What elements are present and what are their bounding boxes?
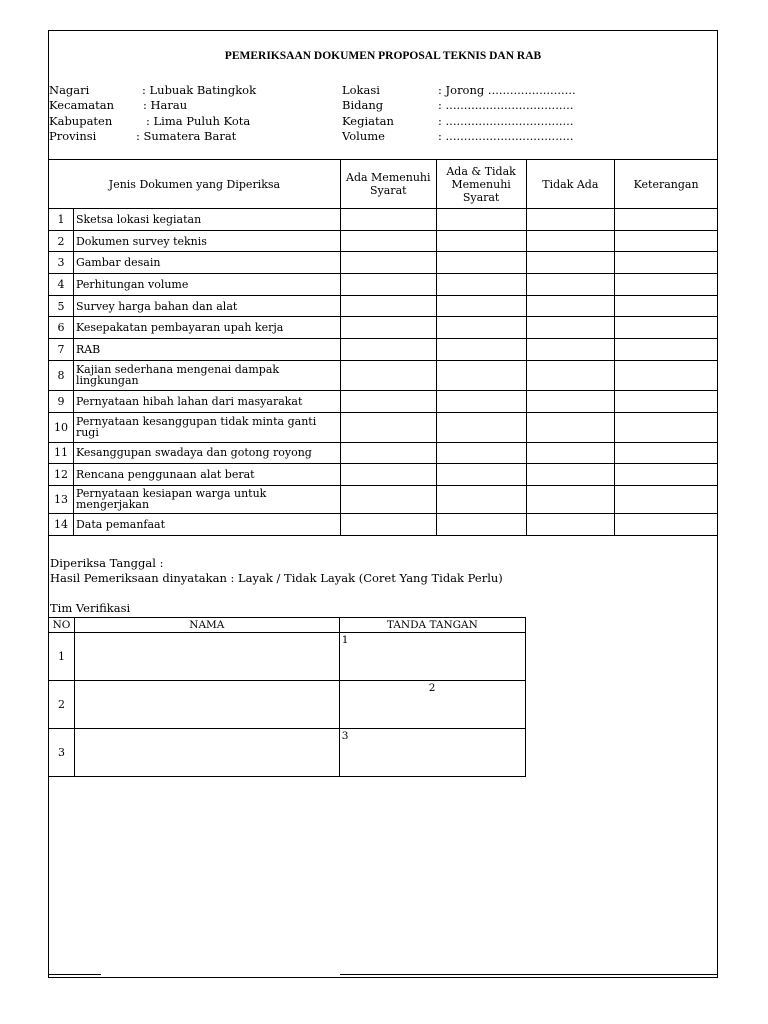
check-ada-tidak-memenuhi[interactable]	[436, 442, 526, 464]
check-tidak-ada[interactable]	[526, 209, 615, 231]
check-tidak-ada[interactable]	[526, 485, 615, 513]
row-document-name: Rencana penggunaan alat berat	[73, 464, 340, 486]
table-row	[49, 485, 718, 513]
table-row	[49, 513, 718, 535]
table-row	[49, 412, 718, 442]
check-ada-tidak-memenuhi[interactable]	[436, 412, 526, 442]
check-ada-memenuhi[interactable]	[340, 209, 436, 231]
info-value-bidang: : ...................................	[438, 98, 574, 112]
verif-header-no: NO	[49, 618, 75, 633]
header-keterangan: Keterangan	[615, 160, 718, 209]
keterangan-field[interactable]	[615, 317, 718, 339]
keterangan-field[interactable]	[615, 252, 718, 274]
table-row	[49, 252, 718, 274]
header-tidak-ada: Tidak Ada	[526, 160, 615, 209]
document-title: PEMERIKSAAN DOKUMEN PROPOSAL TEKNIS DAN RAB	[224, 50, 542, 62]
check-ada-tidak-memenuhi[interactable]	[436, 209, 526, 231]
header-jenis-dokumen: Jenis Dokumen yang Diperiksa	[49, 160, 341, 209]
keterangan-field[interactable]	[615, 464, 718, 486]
check-ada-memenuhi[interactable]	[340, 412, 436, 442]
table-row	[49, 442, 718, 464]
row-document-name: Sketsa lokasi kegiatan	[73, 209, 340, 231]
info-label-kegiatan: Kegiatan	[342, 114, 394, 128]
check-ada-tidak-memenuhi[interactable]	[436, 339, 526, 361]
keterangan-field[interactable]	[615, 360, 718, 390]
check-tidak-ada[interactable]	[526, 442, 615, 464]
verif-signature-field[interactable]	[339, 729, 525, 777]
row-number: 8	[49, 360, 74, 390]
row-number: 14	[49, 513, 74, 535]
check-ada-memenuhi[interactable]	[340, 230, 436, 252]
check-tidak-ada[interactable]	[526, 230, 615, 252]
verif-name-field[interactable]	[74, 681, 339, 729]
row-document-name: Dokumen survey teknis	[73, 230, 340, 252]
header-ada-tidak-memenuhi: Ada & Tidak Memenuhi Syarat	[436, 160, 526, 209]
signature-number: 3	[341, 730, 349, 742]
row-number: 6	[49, 317, 74, 339]
table-row	[49, 464, 718, 486]
row-document-name: Perhitungan volume	[73, 274, 340, 296]
check-ada-tidak-memenuhi[interactable]	[436, 274, 526, 296]
row-number: 12	[49, 464, 74, 486]
check-tidak-ada[interactable]	[526, 464, 615, 486]
diperiksa-tanggal: Diperiksa Tanggal :	[50, 556, 164, 570]
info-value-kecamatan: : Harau	[143, 98, 188, 112]
row-number: 3	[49, 252, 74, 274]
table-header-row	[49, 160, 718, 209]
keterangan-field[interactable]	[615, 513, 718, 535]
signature-number: 1	[341, 634, 349, 646]
info-label-kabupaten: Kabupaten	[49, 114, 113, 128]
info-label-kecamatan: Kecamatan	[49, 98, 115, 112]
row-number: 1	[49, 209, 74, 231]
keterangan-field[interactable]	[615, 412, 718, 442]
verification-team-table	[48, 617, 526, 777]
row-document-name: Kesanggupan swadaya dan gotong royong	[73, 442, 340, 464]
check-ada-tidak-memenuhi[interactable]	[436, 295, 526, 317]
row-document-name: Kesepakatan pembayaran upah kerja	[73, 317, 340, 339]
row-number: 2	[49, 230, 74, 252]
check-tidak-ada[interactable]	[526, 295, 615, 317]
header-ada-memenuhi: Ada Memenuhi Syarat	[340, 160, 436, 209]
row-number: 5	[49, 295, 74, 317]
verif-row-no: 2	[49, 681, 75, 729]
keterangan-field[interactable]	[615, 230, 718, 252]
verif-name-field[interactable]	[74, 633, 339, 681]
verif-name-field[interactable]	[74, 729, 339, 777]
check-tidak-ada[interactable]	[526, 317, 615, 339]
info-value-nagari: : Lubuak Batingkok	[142, 83, 257, 97]
info-value-provinsi: : Sumatera Barat	[136, 129, 237, 143]
check-ada-memenuhi[interactable]	[340, 274, 436, 296]
check-tidak-ada[interactable]	[526, 360, 615, 390]
check-ada-tidak-memenuhi[interactable]	[436, 230, 526, 252]
verif-row	[49, 681, 526, 729]
table-row	[49, 230, 718, 252]
row-number: 7	[49, 339, 74, 361]
check-tidak-ada[interactable]	[526, 513, 615, 535]
document-checklist-table	[48, 159, 718, 536]
info-value-volume: : ...................................	[438, 129, 574, 143]
row-number: 13	[49, 485, 74, 513]
check-tidak-ada[interactable]	[526, 412, 615, 442]
verif-header-tanda-tangan: TANDA TANGAN	[339, 618, 525, 633]
check-ada-tidak-memenuhi[interactable]	[436, 485, 526, 513]
row-document-name: RAB	[73, 339, 340, 361]
verif-header-row	[49, 618, 526, 633]
check-tidak-ada[interactable]	[526, 390, 615, 412]
frame-bottom-line-right	[340, 974, 718, 975]
check-tidak-ada[interactable]	[526, 274, 615, 296]
check-ada-memenuhi[interactable]	[340, 442, 436, 464]
row-document-name: Pernyataan kesiapan warga untuk mengerjakan	[73, 485, 340, 513]
keterangan-field[interactable]	[615, 390, 718, 412]
table-row	[49, 274, 718, 296]
row-document-name: Gambar desain	[73, 252, 340, 274]
verif-row-no: 3	[49, 729, 75, 777]
check-ada-tidak-memenuhi[interactable]	[436, 317, 526, 339]
table-body	[49, 209, 718, 536]
info-label-nagari: Nagari	[49, 83, 90, 97]
verif-header-nama: NAMA	[74, 618, 339, 633]
verif-row	[49, 729, 526, 777]
check-ada-tidak-memenuhi[interactable]	[436, 464, 526, 486]
signature-number: 2	[428, 682, 436, 694]
check-ada-memenuhi[interactable]	[340, 390, 436, 412]
table-row	[49, 339, 718, 361]
table-row	[49, 295, 718, 317]
row-number: 10	[49, 412, 74, 442]
check-ada-memenuhi[interactable]	[340, 464, 436, 486]
verif-row-no: 1	[49, 633, 75, 681]
keterangan-field[interactable]	[615, 339, 718, 361]
keterangan-field[interactable]	[615, 274, 718, 296]
verif-row	[49, 633, 526, 681]
keterangan-field[interactable]	[615, 295, 718, 317]
info-value-lokasi: : Jorong ........................	[438, 83, 576, 97]
verif-signature-field[interactable]	[339, 681, 525, 729]
tim-verifikasi-label: Tim Verifikasi	[50, 601, 131, 615]
keterangan-field[interactable]	[615, 485, 718, 513]
check-ada-tidak-memenuhi[interactable]	[436, 390, 526, 412]
row-number: 4	[49, 274, 74, 296]
table-row	[49, 360, 718, 390]
hasil-pemeriksaan: Hasil Pemeriksaan dinyatakan : Layak / Tidak Layak (Coret Yang Tidak Perlu)	[50, 571, 503, 585]
row-document-name: Kajian sederhana mengenai dampak lingkungan	[73, 360, 340, 390]
check-ada-memenuhi[interactable]	[340, 485, 436, 513]
check-ada-memenuhi[interactable]	[340, 339, 436, 361]
row-document-name: Pernyataan kesanggupan tidak minta ganti rugi	[73, 412, 340, 442]
check-ada-memenuhi[interactable]	[340, 295, 436, 317]
info-label-volume: Volume	[342, 129, 385, 143]
table-row	[49, 390, 718, 412]
info-value-kabupaten: : Lima Puluh Kota	[146, 114, 251, 128]
info-label-provinsi: Provinsi	[49, 129, 97, 143]
row-document-name: Survey harga bahan dan alat	[73, 295, 340, 317]
keterangan-field[interactable]	[615, 442, 718, 464]
check-ada-memenuhi[interactable]	[340, 252, 436, 274]
check-ada-memenuhi[interactable]	[340, 360, 436, 390]
keterangan-field[interactable]	[615, 209, 718, 231]
table-row	[49, 209, 718, 231]
check-ada-tidak-memenuhi[interactable]	[436, 252, 526, 274]
info-value-kegiatan: : ...................................	[438, 114, 574, 128]
info-label-bidang: Bidang	[342, 98, 384, 112]
info-label-lokasi: Lokasi	[342, 83, 380, 97]
check-ada-memenuhi[interactable]	[340, 513, 436, 535]
table-row	[49, 317, 718, 339]
verif-signature-field[interactable]	[339, 633, 525, 681]
frame-bottom-line-left	[48, 974, 101, 975]
check-ada-memenuhi[interactable]	[340, 317, 436, 339]
row-number: 11	[49, 442, 74, 464]
row-document-name: Pernyataan hibah lahan dari masyarakat	[73, 390, 340, 412]
check-ada-tidak-memenuhi[interactable]	[436, 513, 526, 535]
row-number: 9	[49, 390, 74, 412]
check-tidak-ada[interactable]	[526, 339, 615, 361]
check-ada-tidak-memenuhi[interactable]	[436, 360, 526, 390]
check-tidak-ada[interactable]	[526, 252, 615, 274]
row-document-name: Data pemanfaat	[73, 513, 340, 535]
